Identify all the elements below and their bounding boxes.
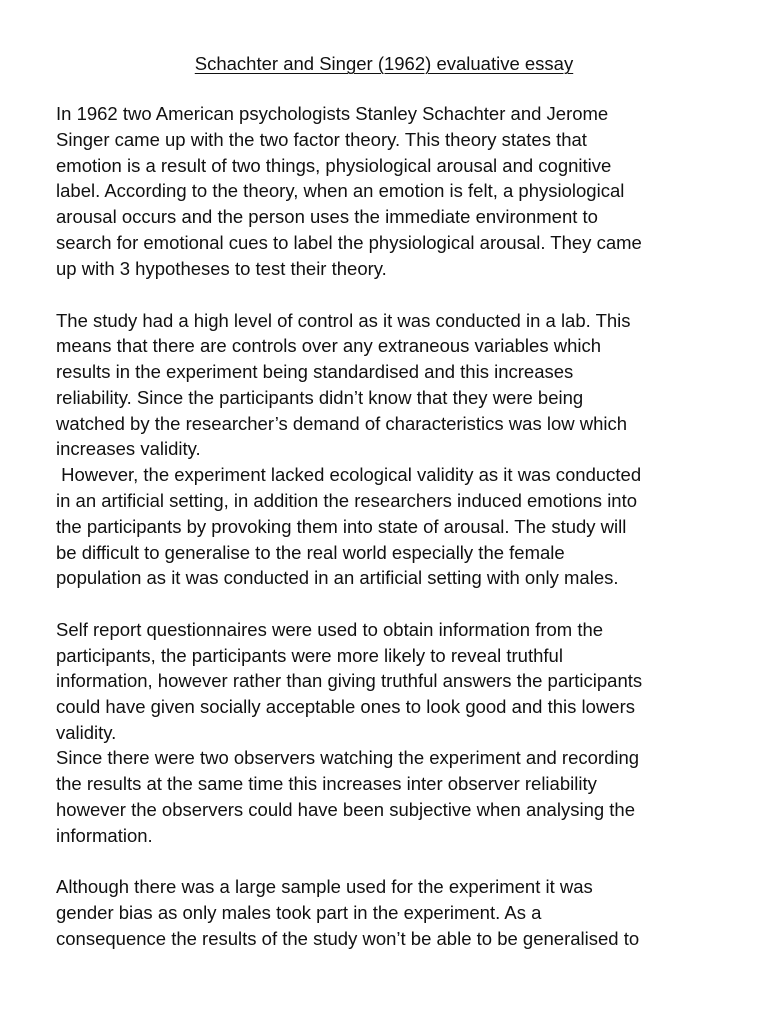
body-line: up with 3 hypotheses to test their theory. [56, 258, 387, 279]
body-line: Although there was a large sample used for the experiment it was [56, 876, 593, 897]
document-title-text: Schachter and Singer (1962) evaluative essay [194, 53, 574, 74]
body-line: However, the experiment lacked ecological validity as it was conducted [56, 464, 642, 485]
body-line: Self report questionnaires were used to obtain information from the [56, 619, 604, 640]
document-title [0, 51, 768, 77]
body-line: arousal occurs and the person uses the immediate environment to [56, 206, 598, 227]
body-line: the results at the same time this increases inter observer reliability [56, 773, 597, 794]
body-line: consequence the results of the study won’t be able to be generalised to [56, 928, 640, 949]
body-line: reliability. Since the participants didn’t know that they were being [56, 387, 584, 408]
body-line: Since there were two observers watching the experiment and recording [56, 747, 640, 768]
body-line: The study had a high level of control as it was conducted in a lab. This [56, 310, 631, 331]
body-line: In 1962 two American psychologists Stanley Schachter and Jerome [56, 103, 609, 124]
body-line: increases validity. [56, 438, 201, 459]
body-line: the participants by provoking them into state of arousal. The study will [56, 516, 627, 537]
body-line: results in the experiment being standardised and this increases [56, 361, 574, 382]
body-line: population as it was conducted in an artificial setting with only males. [56, 567, 619, 588]
body-line: validity. [56, 722, 117, 743]
body-line: could have given socially acceptable ones to look good and this lowers [56, 696, 636, 717]
body-line: gender bias as only males took part in the experiment. As a [56, 902, 542, 923]
body-line: label. According to the theory, when an emotion is felt, a physiological [56, 180, 625, 201]
body-line: Singer came up with the two factor theory. This theory states that [56, 129, 587, 150]
body-line: in an artificial setting, in addition the researchers induced emotions into [56, 490, 638, 511]
body-line: however the observers could have been subjective when analysing the [56, 799, 636, 820]
body-line: watched by the researcher’s demand of characteristics was low which [56, 413, 628, 434]
body-line: search for emotional cues to label the physiological arousal. They came [56, 232, 642, 253]
body-line: emotion is a result of two things, physiological arousal and cognitive [56, 155, 612, 176]
body-line: participants, the participants were more likely to reveal truthful [56, 645, 563, 666]
body-line: be difficult to generalise to the real world especially the female [56, 542, 565, 563]
body-line: means that there are controls over any extraneous variables which [56, 335, 602, 356]
body-line: information, however rather than giving truthful answers the participants [56, 670, 643, 691]
body-line: information. [56, 825, 153, 846]
